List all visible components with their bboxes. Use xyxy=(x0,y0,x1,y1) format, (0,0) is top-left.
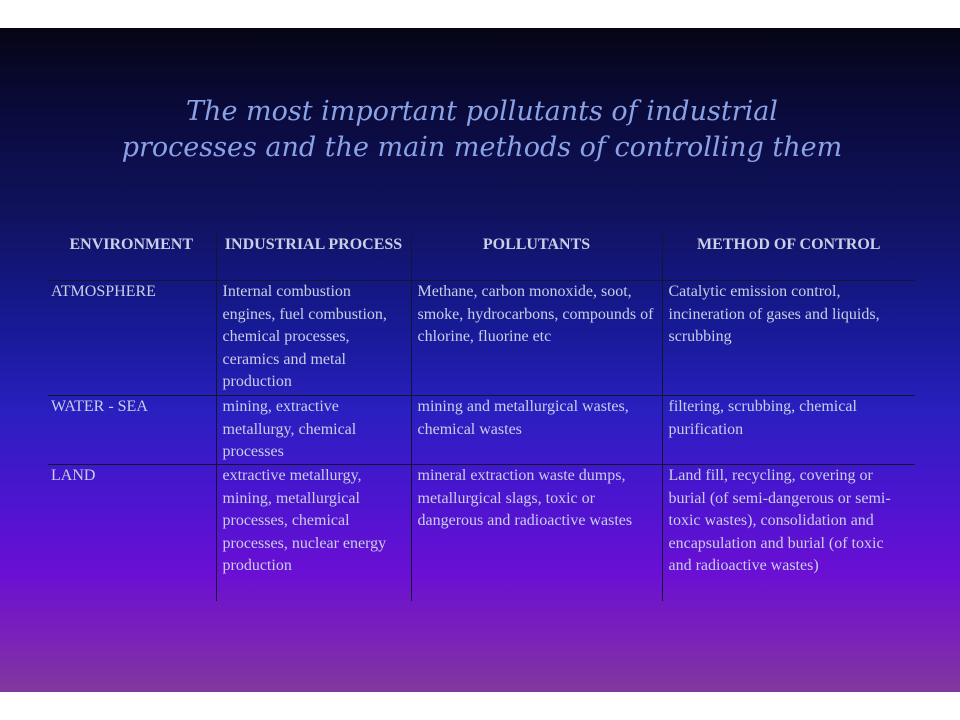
cell-pollutants: mining and metallurgical wastes, chemical wastes xyxy=(411,396,662,465)
cell-control: filtering, scrubbing, chemical purification xyxy=(662,396,915,465)
slide xyxy=(0,28,960,692)
cell-environment: ATMOSPHERE xyxy=(48,281,216,396)
table-row xyxy=(48,396,915,465)
cell-process: mining, extractive metallurgy, chemical processes xyxy=(216,396,411,465)
cell-control: Land fill, recycling, covering or burial (of semi-dangerous or semi- toxic wastes), consolidation and encapsulation and burial (of toxic and radioactive wastes) xyxy=(662,465,915,602)
table-row xyxy=(48,281,915,396)
cell-pollutants: Methane, carbon monoxide, soot, smoke, hydrocarbons, compounds of chlorine, fluorine etc xyxy=(411,281,662,396)
cell-environment: LAND xyxy=(51,467,96,484)
header-pollutants: POLLUTANTS xyxy=(411,234,662,281)
header-industrial-process: INDUSTRIAL PROCESS xyxy=(216,234,411,281)
cell-environment: WATER - SEA xyxy=(48,396,216,465)
pollutants-table xyxy=(48,234,915,601)
cell-process: extractive metallurgy, mining, metallurgical processes, chemical processes, nuclear energy production xyxy=(216,465,411,602)
slide-title: The most important pollutants of industrial processes and the main methods of controlling them xyxy=(121,96,843,163)
table-header-row xyxy=(48,234,915,281)
cell-control: Catalytic emission control, incineration of gases and liquids, scrubbing xyxy=(662,281,915,396)
header-method-of-control: METHOD OF CONTROL xyxy=(662,234,915,281)
table-row xyxy=(48,465,915,602)
cell-process: Internal combustion engines, fuel combustion, chemical processes, ceramics and metal production xyxy=(216,281,411,396)
header-environment: ENVIRONMENT xyxy=(48,234,216,281)
cell-pollutants: mineral extraction waste dumps, metallurgical slags, toxic or dangerous and radioactive wastes xyxy=(411,465,662,602)
